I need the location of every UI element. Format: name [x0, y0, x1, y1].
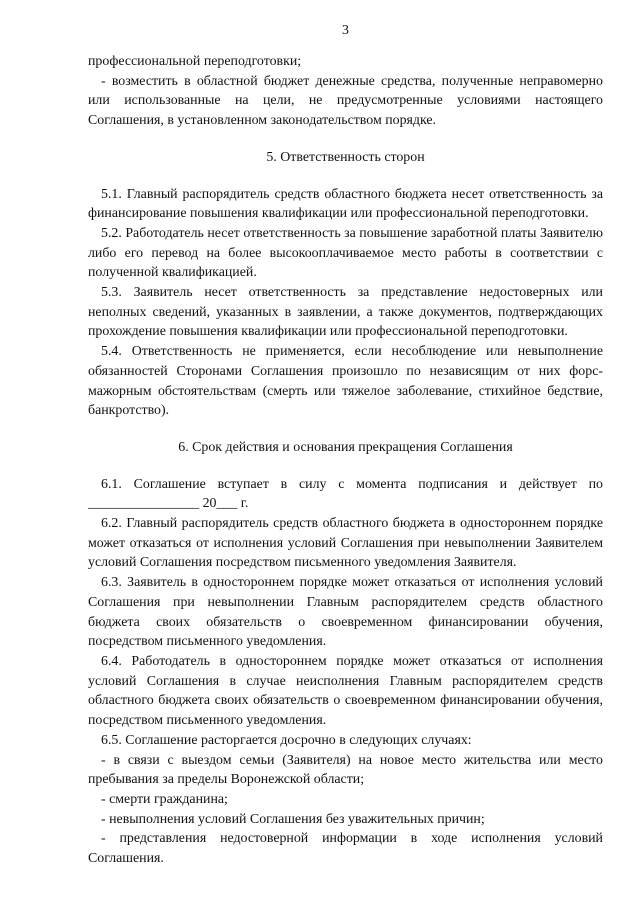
list-item: - невыполнения условий Соглашения без уважительных причин; [101, 811, 485, 827]
clause-5-4: 5.4. Ответственность не применяется, если несоблюдение или невыполнение обязанностей Сторонами Соглашения произошло по независящим от них форс-мажорным обстоятельствам (смерть или тяжелое заболевание, стихийное бедствие, банкротство). [88, 344, 603, 419]
list-item: - в связи с выездом семьи (Заявителя) на новое место жительства или место пребывания за пределы Воронежской области; [88, 752, 603, 788]
document-body [88, 52, 603, 869]
clause-6-4: 6.4. Работодатель в одностороннем порядке может отказаться от исполнения условий Соглашения в случае неисполнения Главным распорядителем средств областного бюджета своих обязательств о своевременном финансировании обучения, посредством письменного уведомления. [88, 653, 603, 729]
clause-5-1: 5.1. Главный распорядитель средств областного бюджета несет ответственность за финансирование повышения квалификации или профессиональной переподготовки. [88, 186, 603, 222]
clause-5-3: 5.3. Заявитель несет ответственность за представление недостоверных или неполных сведений, указанных в заявлении, а также документов, подтверждающих прохождение повышения квалификации или профессиональной переподготовки. [88, 285, 603, 340]
list-item: - представления недостоверной информации в ходе исполнения условий Соглашения. [88, 831, 603, 867]
clause-6-5: 6.5. Соглашение расторгается досрочно в следующих случаях: [101, 732, 472, 748]
section-5-title: 5. Ответственность сторон [266, 149, 425, 165]
clause-6-1: 6.1. Соглашение вступает в силу с момента подписания и действует по ________________ 20___ г. [88, 476, 603, 512]
page-number: 3 [342, 23, 349, 38]
clause-6-2: 6.2. Главный распорядитель средств областного бюджета в одностороннем порядке может отказаться от исполнения условий Соглашения при невыполнении Заявителем условий Соглашения посредством письменного уведомления Заявителя. [88, 516, 603, 571]
list-item: - возместить в областной бюджет денежные средства, полученные неправомерно или использованные на цели, не предусмотренные условиями настоящего Соглашения, в установленном законодательством порядке. [88, 73, 603, 129]
list-item: - смерти гражданина; [101, 791, 228, 807]
continuation-text: профессиональной переподготовки; [88, 54, 302, 69]
section-6-title: 6. Срок действия и основания прекращения Соглашения [178, 439, 513, 455]
clause-5-2: 5.2. Работодатель несет ответственность за повышение заработной платы Заявителю либо его перевод на более высокооплачиваемое место работы в соответствии с полученной квалификацией. [88, 225, 603, 281]
clause-6-3: 6.3. Заявитель в одностороннем порядке может отказаться от исполнения условий Соглашения при невыполнении Главным распорядителем средств областного бюджета своих обязательств о своевременном финансировании обучения, посредством письменного уведомления. [88, 575, 603, 650]
